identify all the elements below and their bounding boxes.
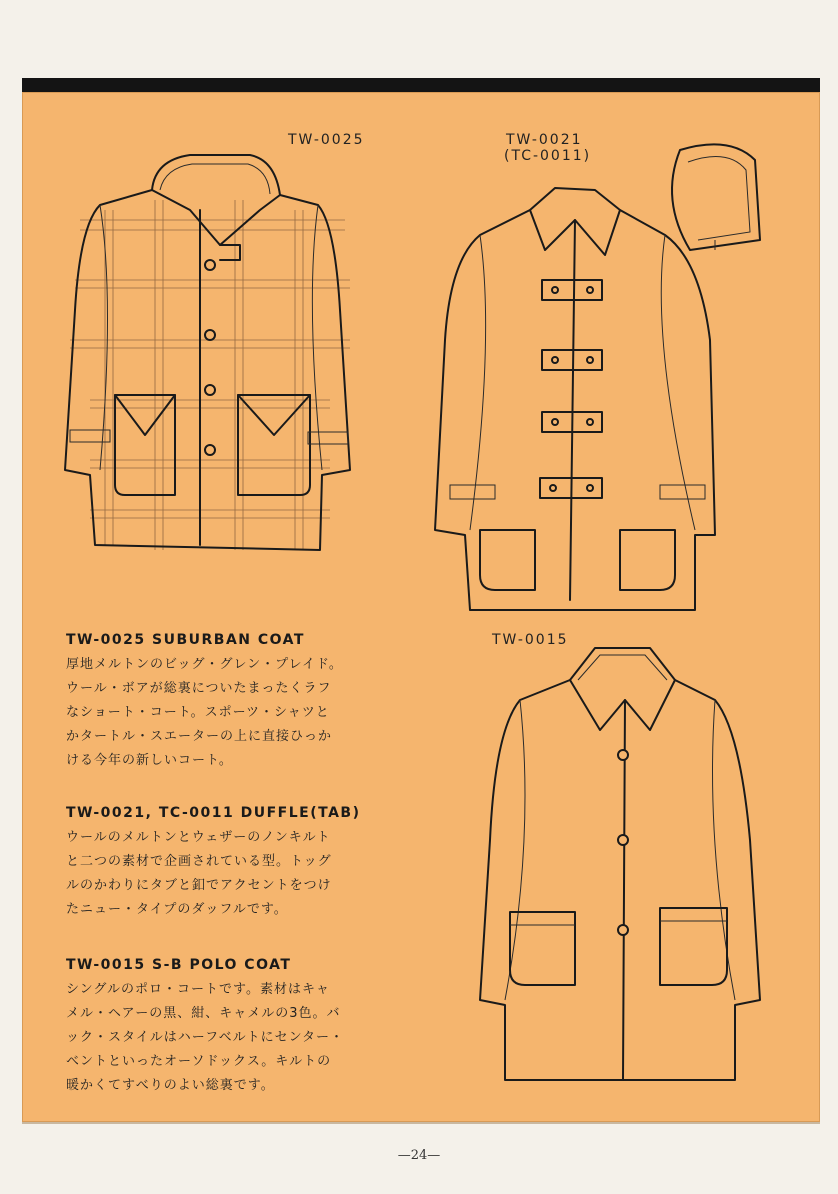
suburban-coat-description: 厚地メルトンのビッグ・グレン・プレイド。 ウール・ボアが総裏についたまったくラフ なショート・コート。スポーツ・シャツと かタートル・スエーターの上に直接ひっか ける今年の新しいコート。: [66, 657, 343, 768]
suburban-coat-illustration: [60, 150, 360, 560]
polo-coat-illustration: [465, 640, 765, 1090]
duffle-coat-illustration: [430, 140, 770, 620]
duffle-coat-title: TW-0021, TC-0011 DUFFLE(TAB): [66, 805, 361, 821]
panel-bottom-edge: [22, 1122, 820, 1124]
coat-label-tc0011: (TC-0011): [504, 148, 592, 164]
polo-coat-title: TW-0015 S-B POLO COAT: [66, 957, 292, 973]
coat-label-tw0025: TW-0025: [288, 132, 365, 148]
coat-label-tw0015: TW-0015: [492, 632, 569, 648]
coat-label-tw0021: TW-0021: [506, 132, 583, 148]
duffle-coat-description: ウールのメルトンとウェザーのノンキルト と二つの素材で企画されている型。トッグ ルのかわりにタブと釦でアクセントをつけ たニュー・タイプのダッフルです。: [66, 830, 332, 917]
polo-coat-description: シングルのポロ・コートです。素材はキャ メル・ヘアーの黒、紺、キャメルの3色。バ ック・スタイルはハーフベルトにセンター・ ベントといったオーソドックス。キルトの 暖かくてすべりのよい総裏です。: [66, 982, 345, 1093]
suburban-coat-title: TW-0025 SUBURBAN COAT: [66, 632, 305, 648]
page-number: —24—: [397, 1148, 441, 1163]
top-black-band: [22, 78, 820, 92]
